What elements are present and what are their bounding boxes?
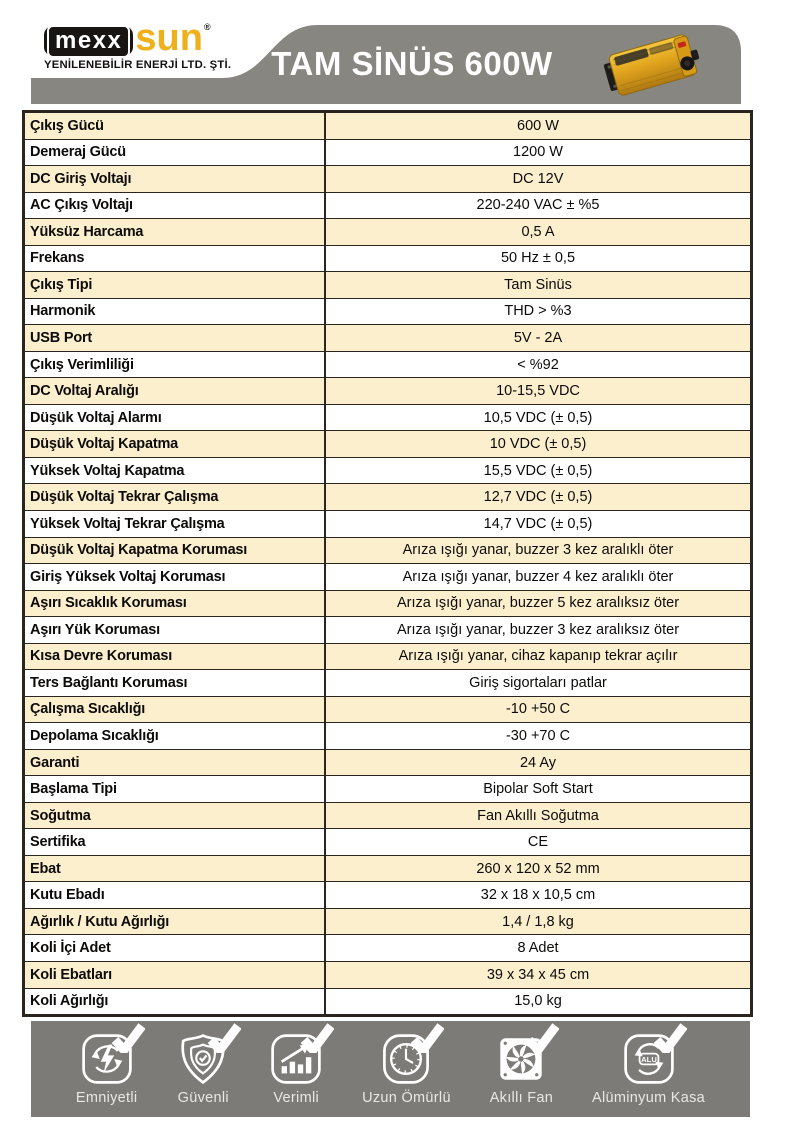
spec-label-cell: Yüksüz Harcama [25, 219, 326, 245]
spec-value-cell: Arıza ışığı yanar, buzzer 3 kez aralıklı öter [402, 542, 674, 559]
logo-sun-text: sun [135, 16, 203, 59]
badge-label: Güvenli [177, 1090, 229, 1106]
badge-guvenli [176, 1032, 230, 1106]
spec-value-cell: Arıza ışığı yanar, cihaz kapanıp tekrar açılır [398, 648, 678, 665]
spec-value-cell: Bipolar Soft Start [483, 781, 593, 798]
spec-value-cell: 14,7 VDC (± 0,5) [483, 515, 593, 532]
logo-mexx-text: mexx [47, 25, 130, 58]
spec-row [25, 538, 750, 565]
spec-label-cell: Düşük Voltaj Alarmı [25, 405, 326, 431]
checkmark-icon [300, 1023, 334, 1053]
spec-label-cell: Çalışma Sıcaklığı [25, 697, 326, 723]
spec-label-cell: Giriş Yüksek Voltaj Koruması [25, 564, 326, 590]
spec-row [25, 723, 750, 750]
spec-row [25, 962, 750, 989]
spec-label-cell: AC Çıkış Voltajı [25, 193, 326, 219]
spec-value-cell: 10-15,5 VDC [496, 383, 580, 400]
spec-label-cell: Koli Ağırlığı [25, 989, 326, 1015]
badge-uzun-omurlu [362, 1032, 451, 1106]
badge-label: Alüminyum Kasa [592, 1090, 706, 1106]
spec-row [25, 352, 750, 379]
spec-row [25, 617, 750, 644]
badge-akilli-fan [490, 1032, 553, 1106]
spec-row [25, 272, 750, 299]
product-image [598, 22, 722, 106]
spec-row [25, 803, 750, 830]
spec-value-cell: -10 +50 C [505, 701, 571, 718]
spec-value-cell: 220-240 VAC ± %5 [476, 197, 600, 214]
badge-emniyetli [76, 1032, 138, 1106]
spec-label-cell: Ağırlık / Kutu Ağırlığı [25, 909, 326, 935]
spec-value-cell: 10,5 VDC (± 0,5) [483, 409, 593, 426]
spec-label-cell: Demeraj Gücü [25, 140, 326, 166]
spec-value-cell: Fan Akıllı Soğutma [477, 807, 599, 824]
spec-label-cell: Garanti [25, 750, 326, 776]
spec-value-cell: 8 Adet [517, 940, 559, 957]
badge-label: Emniyetli [75, 1090, 138, 1106]
spec-row [25, 670, 750, 697]
spec-label-cell: Düşük Voltaj Tekrar Çalışma [25, 484, 326, 510]
checkmark-icon [525, 1023, 559, 1053]
spec-value-cell: 5V - 2A [513, 330, 563, 347]
spec-label-cell: Harmonik [25, 299, 326, 325]
spec-label-cell: Koli İçi Adet [25, 935, 326, 961]
footer-badges-bar [31, 1021, 750, 1117]
registered-mark: ® [203, 22, 211, 32]
checkmark-icon [111, 1023, 145, 1053]
alu-icon-text: ALU [640, 1055, 657, 1065]
spec-row [25, 511, 750, 538]
spec-value-cell: 50 Hz ± 0,5 [500, 250, 576, 267]
badge-aluminyum-kasa [592, 1032, 705, 1106]
spec-label-cell: Kısa Devre Koruması [25, 644, 326, 670]
spec-label-cell: USB Port [25, 325, 326, 351]
spec-label-cell: Başlama Tipi [25, 776, 326, 802]
spec-label-cell: Yüksek Voltaj Tekrar Çalışma [25, 511, 326, 537]
logo-mexx-box [44, 26, 133, 56]
spec-label-cell: Yüksek Voltaj Kapatma [25, 458, 326, 484]
spec-row [25, 697, 750, 724]
spec-label-cell: Sertifika [25, 829, 326, 855]
spec-value-cell: DC 12V [512, 170, 564, 187]
spec-value-cell: 32 x 18 x 10,5 cm [480, 887, 596, 904]
spec-row [25, 299, 750, 326]
spec-row [25, 113, 750, 140]
logo-subtitle: YENİLENEBİLİR ENERJİ LTD. ŞTİ. [44, 59, 232, 71]
badge-label: Uzun Ömürlü [362, 1090, 451, 1106]
spec-value-cell: 1,4 / 1,8 kg [502, 913, 574, 930]
checkmark-icon [653, 1023, 687, 1053]
spec-row [25, 140, 750, 167]
spec-table [22, 110, 753, 1017]
checkmark-icon [207, 1023, 241, 1053]
spec-value-cell: 15,0 kg [514, 993, 562, 1010]
spec-row [25, 564, 750, 591]
spec-row [25, 405, 750, 432]
spec-label-cell: DC Giriş Voltajı [25, 166, 326, 192]
spec-value-cell: Arıza ışığı yanar, buzzer 4 kez aralıklı öter [402, 568, 674, 585]
spec-value-cell: Arıza ışığı yanar, buzzer 5 kez aralıksız öter [396, 595, 680, 612]
spec-row [25, 750, 750, 777]
spec-row [25, 325, 750, 352]
spec-row [25, 644, 750, 671]
spec-value-cell: 10 VDC (± 0,5) [489, 436, 587, 453]
spec-row [25, 856, 750, 883]
spec-value-cell: CE [527, 834, 549, 851]
spec-label-cell: Frekans [25, 246, 326, 272]
spec-row [25, 219, 750, 246]
spec-value-cell: 39 x 34 x 45 cm [486, 966, 590, 983]
spec-label-cell: Kutu Ebadı [25, 882, 326, 908]
spec-row [25, 378, 750, 405]
spec-value-cell: 600 W [517, 117, 559, 134]
company-logo [44, 16, 232, 71]
spec-label-cell: Ebat [25, 856, 326, 882]
spec-row [25, 166, 750, 193]
badge-label: Akıllı Fan [489, 1090, 554, 1106]
spec-row [25, 909, 750, 936]
spec-label-cell: Aşırı Yük Koruması [25, 617, 326, 643]
spec-row [25, 431, 750, 458]
spec-row [25, 776, 750, 803]
spec-row [25, 193, 750, 220]
checkmark-icon [410, 1023, 444, 1053]
spec-row [25, 484, 750, 511]
page-title: TAM SİNÜS 600W [271, 45, 553, 82]
spec-label-cell: Soğutma [25, 803, 326, 829]
spec-value-cell: THD > %3 [504, 303, 572, 320]
spec-value-cell: 0,5 A [521, 223, 555, 240]
spec-value-cell: -30 +70 C [505, 727, 571, 744]
spec-label-cell: Aşırı Sıcaklık Koruması [25, 591, 326, 617]
spec-label-cell: Ters Bağlantı Koruması [25, 670, 326, 696]
spec-value-cell: Tam Sinüs [504, 276, 572, 293]
spec-label-cell: Düşük Voltaj Kapatma Koruması [25, 538, 326, 564]
spec-label-cell: DC Voltaj Aralığı [25, 378, 326, 404]
spec-label-cell: Çıkış Tipi [25, 272, 326, 298]
spec-row [25, 935, 750, 962]
spec-row [25, 458, 750, 485]
spec-row [25, 591, 750, 618]
spec-value-cell: 15,5 VDC (± 0,5) [483, 462, 593, 479]
spec-row [25, 882, 750, 909]
spec-value-cell: 12,7 VDC (± 0,5) [483, 489, 593, 506]
spec-value-cell: Arıza ışığı yanar, buzzer 3 kez aralıksız öter [396, 621, 680, 638]
spec-value-cell: 24 Ay [519, 754, 557, 771]
spec-value-cell: 260 x 120 x 52 mm [476, 860, 600, 877]
spec-row [25, 989, 750, 1015]
spec-row [25, 829, 750, 856]
spec-value-cell: < %92 [517, 356, 559, 373]
spec-value-cell: Giriş sigortaları patlar [469, 674, 607, 691]
spec-value-cell: 1200 W [513, 144, 563, 161]
badge-verimli [269, 1032, 323, 1106]
spec-label-cell: Çıkış Gücü [25, 113, 326, 139]
spec-row [25, 246, 750, 273]
spec-label-cell: Koli Ebatları [25, 962, 326, 988]
spec-label-cell: Çıkış Verimliliği [25, 352, 326, 378]
spec-label-cell: Depolama Sıcaklığı [25, 723, 326, 749]
badge-label: Verimli [273, 1090, 319, 1106]
spec-label-cell: Düşük Voltaj Kapatma [25, 431, 326, 457]
